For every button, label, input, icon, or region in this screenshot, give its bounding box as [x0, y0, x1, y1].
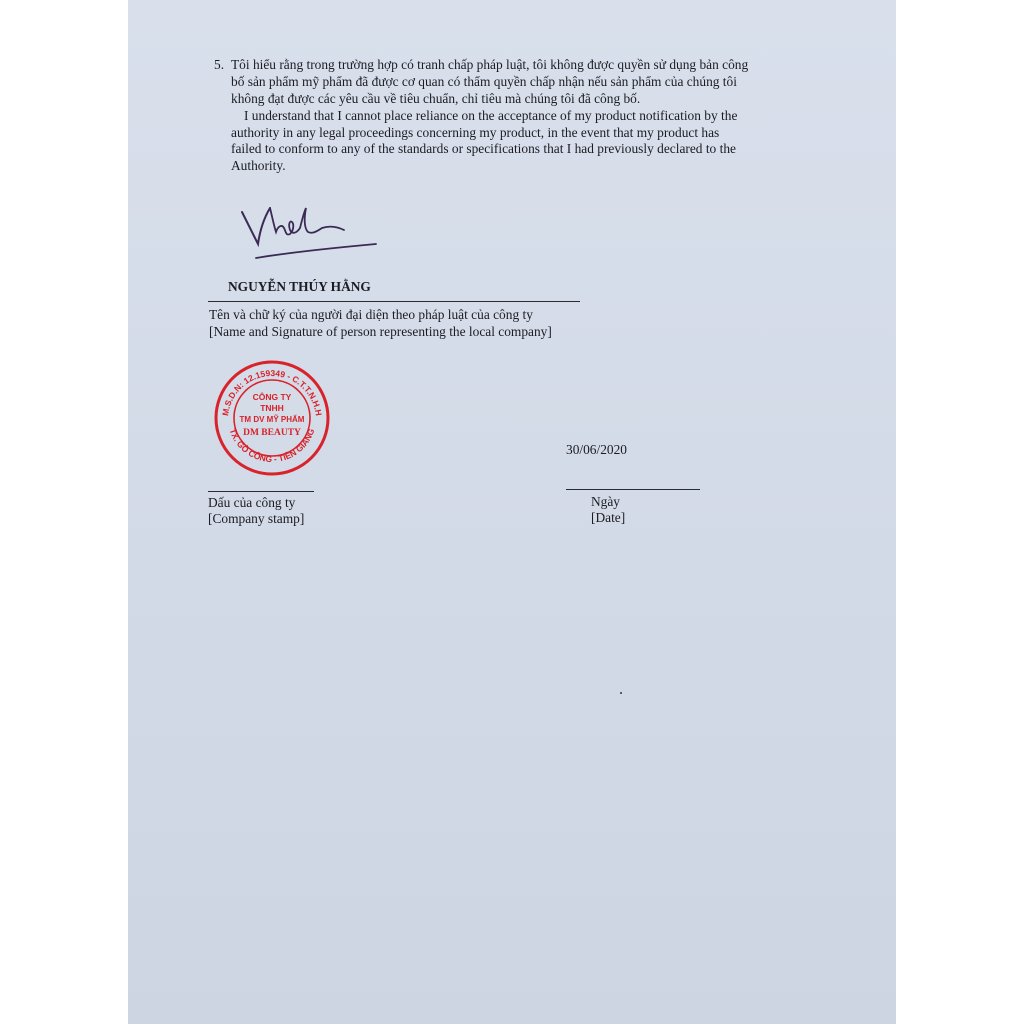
handwritten-signature [232, 200, 382, 270]
paper-speck [620, 692, 622, 694]
clause-en-line-2: authority in any legal proceedings concerning my product, in the event that my product has [231, 125, 720, 140]
signatory-name: NGUYỄN THÚY HẰNG [228, 279, 371, 294]
clause-vi-line-3: không đạt được các yêu cầu về tiêu chuẩn, chỉ tiêu mà chúng tôi đã công bố. [231, 91, 641, 106]
date-line [566, 489, 700, 490]
svg-text:TX. GÒ CÔNG - TIỀN GIANG: TX. GÒ CÔNG - TIỀN GIANG [227, 427, 317, 465]
clause-vi-line-2: bố sản phẩm mỹ phẩm đã được cơ quan có thẩm quyền chấp nhận nếu sản phẩm của chúng tôi [231, 74, 737, 89]
stamp-line-1: CÔNG TY [252, 392, 292, 402]
stamp-label-en: [Company stamp] [208, 511, 305, 526]
svg-text:M.S.D.N: 12.159349 - C.T.T.N.H: M.S.D.N: 12.159349 - C.T.T.N.H.H [220, 367, 324, 417]
stamp-line-2: TNHH [260, 403, 284, 413]
signatory-label-vi: Tên và chữ ký của người đại diện theo pháp luật của công ty [209, 307, 533, 322]
company-stamp [208, 358, 336, 478]
clause-en-line-1: I understand that I cannot place reliance on the acceptance of my product notification by the [244, 108, 738, 123]
clause-number: 5. [214, 57, 225, 72]
clause-en-line-3: failed to conform to any of the standards or specifications that I had previously declared to the [231, 141, 736, 156]
signatory-label-en: [Name and Signature of person representing the local company] [209, 324, 552, 339]
date-label-en: [Date] [591, 510, 626, 525]
stamp-line-3: TM DV MỸ PHẨM [239, 415, 305, 424]
stamp-label-vi: Dấu của công ty [208, 495, 296, 510]
clause-en-line-4: Authority. [231, 158, 286, 173]
date-label-vi: Ngày [591, 494, 621, 509]
stamp-line-4: DM BEAUTY [243, 428, 301, 438]
signature-line [208, 301, 580, 302]
date-value: 30/06/2020 [566, 442, 628, 457]
stamp-line [208, 491, 314, 492]
clause-vi-line-1: Tôi hiểu rằng trong trường hợp có tranh chấp pháp luật, tôi không được quyền sử dụng bản công [231, 57, 749, 72]
